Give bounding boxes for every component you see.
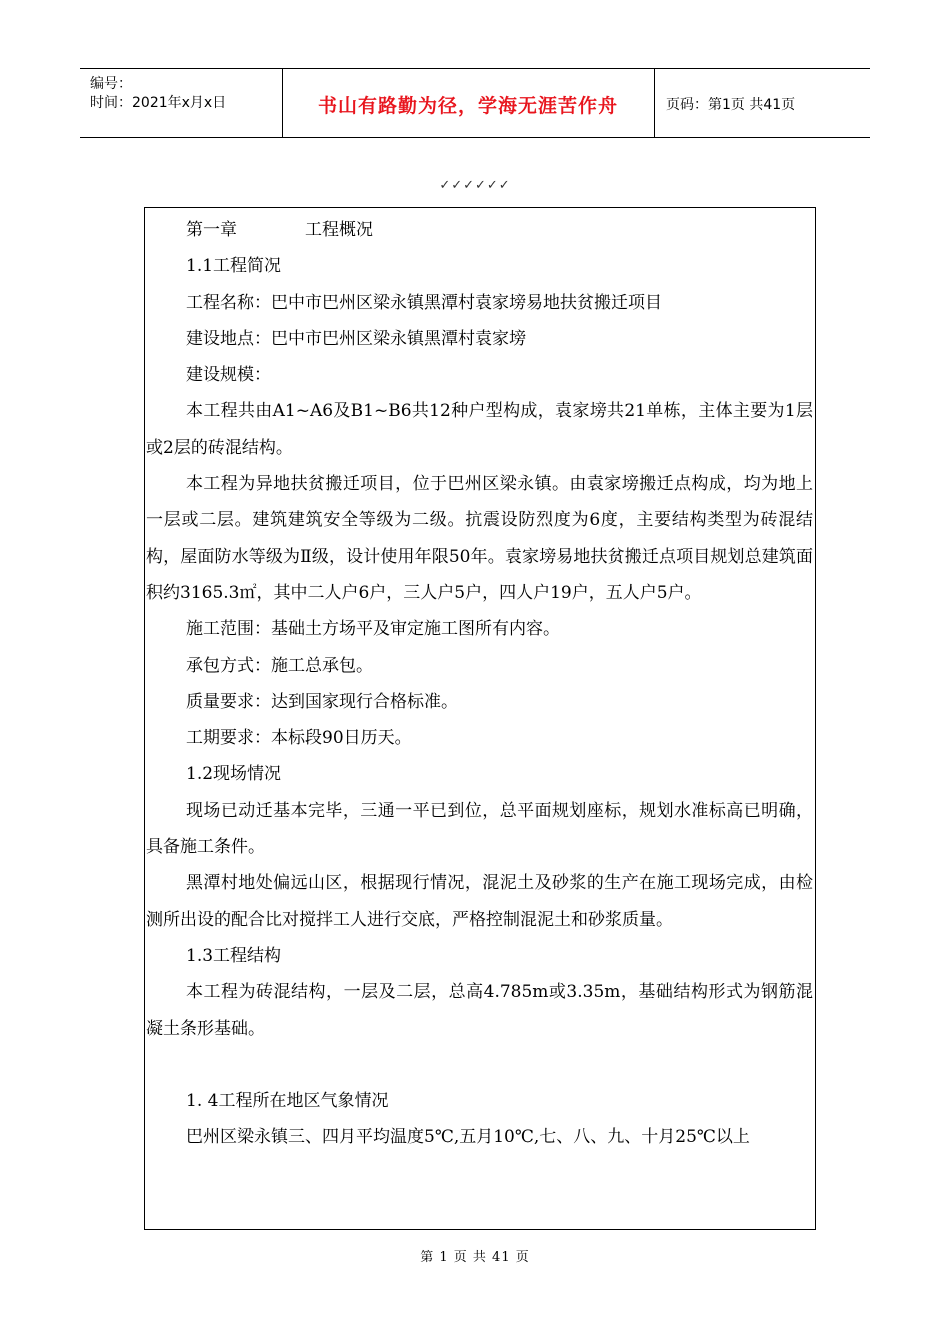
paragraph-project-overview: 本工程为异地扶贫搬迁项目，位于巴州区梁永镇。由袁家塝搬迁点构成，均为地上一层或二层。建筑建筑安全等级为二级。抗震设防烈度为6度，主要结构类型为砖混结构，屋面防水等级为Ⅱ级，设计使用年限50年。袁家塝易地扶贫搬迁点项目规划总建筑面积约3165.3㎡，其中二人户6户，三人户5户，四人户19户，五人户5户。 bbox=[146, 474, 813, 603]
date-label: 时间：2021年x月x日 bbox=[90, 95, 227, 111]
paragraph-duration: 工期要求：本标段90日历天。 bbox=[186, 728, 412, 749]
header-motto-cell bbox=[282, 69, 655, 137]
paragraph-structure: 本工程为砖混结构，一层及二层，总高4.785m或3.35m，基础结构形式为钢筋混凝土条形基础。 bbox=[146, 982, 813, 1039]
paragraph-scale-label: 建设规模： bbox=[186, 365, 271, 386]
paragraph-site-ready: 现场已动迁基本完毕，三通一平已到位，总平面规划座标，规划水准标高已明确，具备施工条件。 bbox=[146, 800, 813, 858]
section-heading-1-3: 1.3工程结构 bbox=[186, 945, 282, 966]
paragraph-site-mixing: 黑潭村地处偏远山区，根据现行情况，混泥土及砂浆的生产在施工现场完成，由检测所出设的配合比对搅拌工人进行交底，严格控制混泥土和砂浆质量。 bbox=[146, 873, 813, 930]
paragraph-scope: 施工范围：基础土方场平及审定施工图所有内容。 bbox=[186, 619, 560, 640]
document-body bbox=[146, 212, 813, 1156]
chapter-title: 第一章 bbox=[186, 220, 237, 240]
section-heading-1-4: 1. 4工程所在地区气象情况 bbox=[186, 1091, 389, 1112]
content-frame bbox=[144, 207, 816, 1230]
paragraph-climate: 巴州区梁永镇三、四月平均温度5℃,五月10℃,七、八、九、十月25℃以上 bbox=[186, 1127, 750, 1148]
page-footer: 第 1 页 共 41 页 bbox=[420, 1250, 530, 1265]
section-heading-1-1: 1.1工程简况 bbox=[186, 256, 282, 277]
page-label: 页码：第1页 共41页 bbox=[666, 97, 796, 113]
number-label: 编号： bbox=[90, 76, 132, 92]
paragraph-project-name: 工程名称：巴中市巴州区梁永镇黑潭村袁家塝易地扶贫搬迁项目 bbox=[186, 292, 662, 313]
checkmark-separator: ✓✓✓✓✓✓ bbox=[439, 178, 511, 193]
chapter-name: 工程概况 bbox=[305, 220, 373, 240]
header-page-cell bbox=[654, 69, 870, 137]
section-heading-1-2: 1.2现场情况 bbox=[186, 764, 282, 785]
motto-text: 书山有路勤为径，学海无涯苦作舟 bbox=[317, 95, 618, 117]
blank-line bbox=[146, 1047, 813, 1083]
paragraph-location: 建设地点：巴中市巴州区梁永镇黑潭村袁家塝 bbox=[186, 328, 526, 349]
document-header bbox=[80, 68, 870, 138]
paragraph-quality: 质量要求：达到国家现行合格标准。 bbox=[186, 691, 458, 712]
chapter-heading bbox=[146, 212, 813, 248]
header-info-cell bbox=[80, 69, 283, 137]
paragraph-scale-detail: 本工程共由A1~A6及B1~B6共12种户型构成，袁家塝共21单栋，主体主要为1层或2层的砖混结构。 bbox=[146, 401, 813, 458]
paragraph-contract: 承包方式：施工总承包。 bbox=[186, 655, 373, 676]
